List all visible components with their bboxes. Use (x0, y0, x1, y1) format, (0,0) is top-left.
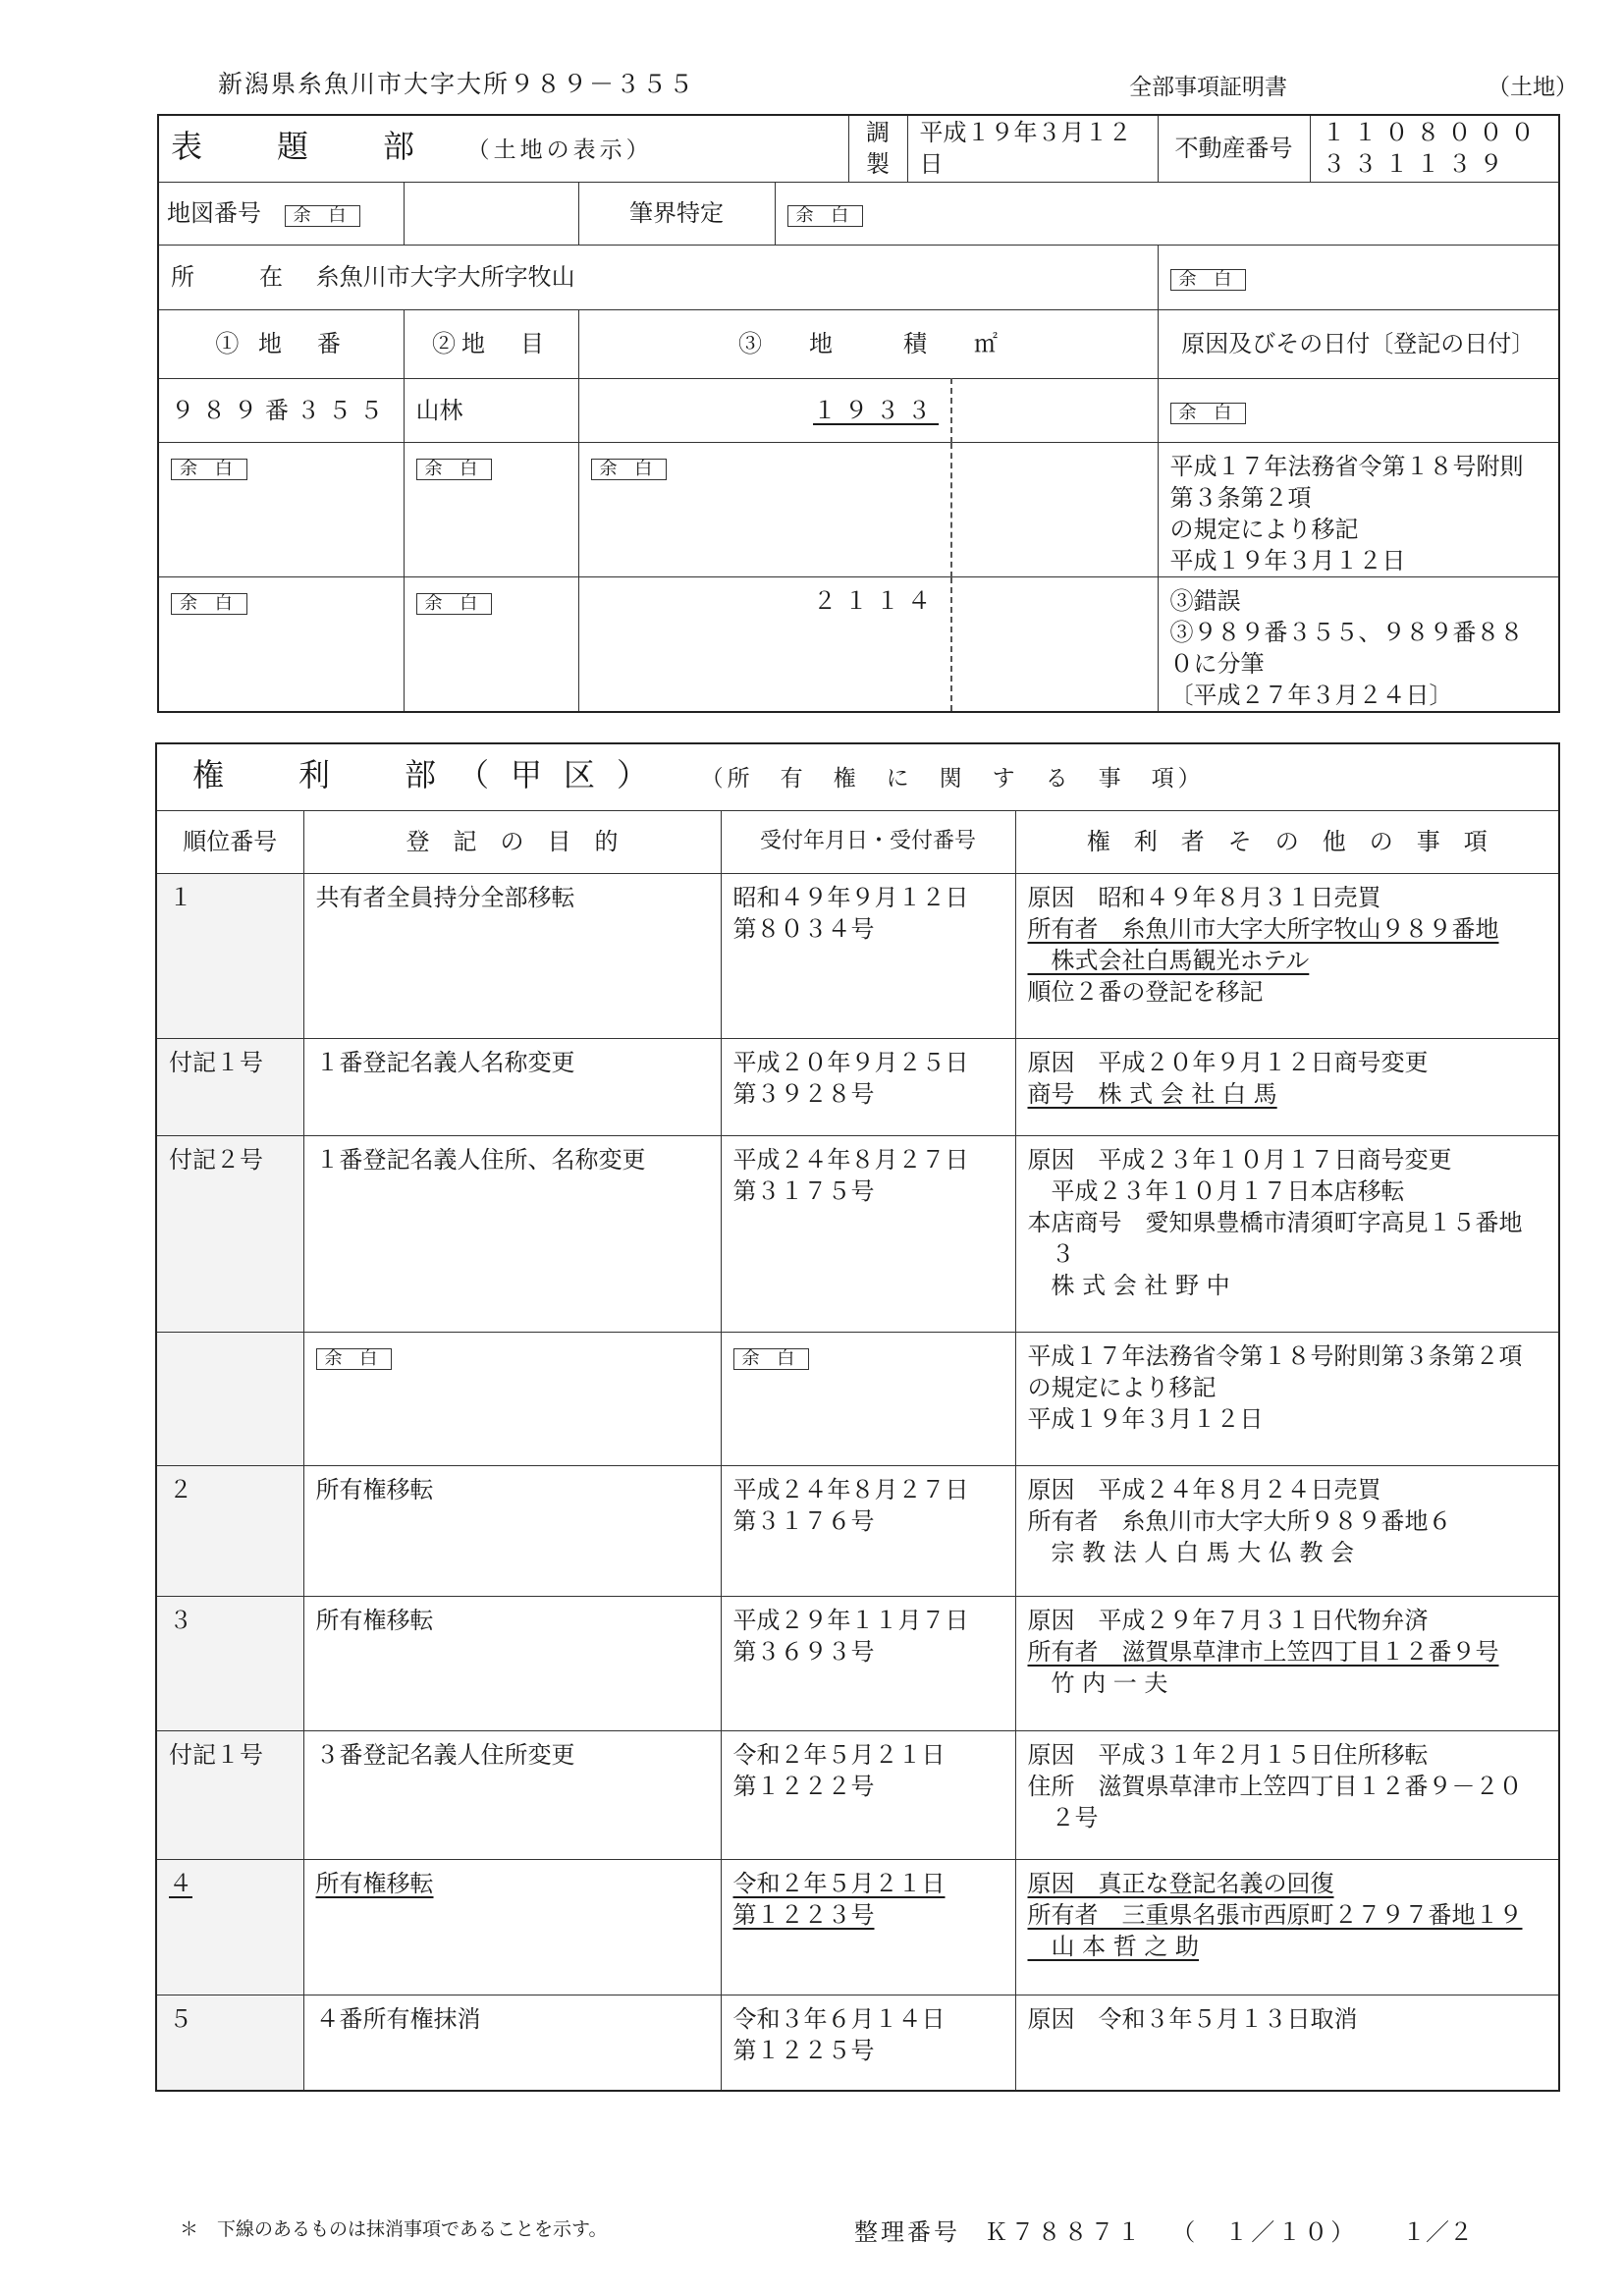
chiseki-cell (578, 378, 951, 442)
details-line: ３ (1027, 1239, 1075, 1268)
chizu-label: 地図番号 (167, 199, 261, 227)
chimoku-cell (404, 576, 578, 712)
reception-cell (721, 1135, 1015, 1332)
cause-line: 平成１９年３月１２日 (1169, 546, 1406, 574)
details-line: 住所 滋賀県草津市上笠四丁目１２番９－２０ (1027, 1772, 1523, 1800)
chiseki-fraction (951, 442, 1158, 576)
chiseki-cell (578, 442, 951, 576)
shozai-note-cell (1158, 245, 1559, 309)
reception-number: 第１２２３号 (732, 1900, 875, 1929)
shozai-label: 所 在 (171, 263, 289, 291)
reception-cell (721, 1596, 1015, 1730)
col-rank: 順位番号 (156, 810, 303, 873)
purpose-cell: １番登記名義人住所、名称変更 (303, 1135, 721, 1332)
reception-date: 令和２年５月２１日 (732, 1740, 946, 1769)
reception-number: 第３６９３号 (732, 1637, 875, 1666)
cause-line: 平成１７年法務省令第１８号附則第３条第２項 (1169, 452, 1524, 512)
reception-date: 平成２９年１１月７日 (732, 1606, 969, 1634)
seiri-label: 整理番号 (854, 2218, 960, 2246)
reception-cell (721, 1038, 1015, 1135)
rank-cell: １ (156, 873, 303, 1038)
details-line: 所有者 糸魚川市大字大所９８９番地６ (1027, 1506, 1452, 1535)
details-line: 平成１７年法務省令第１８号附則第３条第２項 (1027, 1341, 1523, 1370)
footer-note: ＊ 下線のあるものは抹消事項であることを示す。 (180, 2218, 608, 2240)
yohaku-mark: 余 白 (316, 1348, 393, 1370)
yohaku-mark: 余 白 (733, 1348, 810, 1370)
reception-date: 令和３年６月１４日 (732, 2004, 946, 2033)
details-line: 宗 教 法 人 白 馬 大 仏 教 会 (1027, 1538, 1355, 1566)
kenri-title-cell (156, 743, 1559, 810)
chiban-cell (158, 576, 404, 712)
reception-date: 平成２０年９月２５日 (732, 1048, 969, 1076)
rank-cell: ２ (156, 1465, 303, 1596)
kenri-title: 権 利 部（甲区） (192, 756, 671, 794)
cause-cell (1158, 442, 1559, 576)
yohaku-mark: 余 白 (416, 593, 493, 615)
seiri-value: Ｋ７８８７１ (984, 2218, 1144, 2246)
reception-date: 平成２４年８月２７日 (732, 1145, 969, 1174)
col-reception: 受付年月日・受付番号 (721, 810, 1015, 873)
cause-line: ③９８９番３５５、９８９番８８０に分筆 (1169, 618, 1524, 678)
fudosan-label: 不動産番号 (1158, 115, 1310, 182)
document-type: （土地） (1488, 75, 1578, 100)
rank-cell: 付記１号 (156, 1038, 303, 1135)
chosei-date: 平成１９年３月１２日 (907, 115, 1158, 182)
details-cell (1015, 873, 1559, 1038)
purpose-cell: 所有権移転 (303, 1465, 721, 1596)
hyodai-title: 表 題 部 (171, 128, 437, 166)
chizu-blank (404, 182, 578, 245)
reception-number: 第３９２８号 (732, 1079, 875, 1108)
chiban-cell (158, 442, 404, 576)
purpose-value: 所有権移転 (315, 1869, 434, 1897)
hikkai-label: 筆界特定 (578, 182, 775, 245)
details-line: 所有者 滋賀県草津市上笠四丁目１２番９号 (1027, 1637, 1499, 1666)
purpose-cell: 共有者全員持分全部移転 (303, 873, 721, 1038)
chizu-label-cell (158, 182, 404, 245)
details-line: ２号 (1027, 1803, 1099, 1831)
reception-date: 令和２年５月２１日 (732, 1869, 946, 1897)
seiri-number (854, 2213, 1357, 2247)
col-chiseki: ③ 地 積 ㎡ (578, 309, 1158, 378)
details-line: 原因 真正な登記名義の回復 (1027, 1869, 1334, 1897)
details-line: 原因 令和３年５月１３日取消 (1027, 2004, 1358, 2033)
chiseki-fraction (951, 378, 1158, 442)
reception-cell (721, 1332, 1015, 1465)
col-purpose: 登 記 の 目 的 (303, 810, 721, 873)
purpose-cell: １番登記名義人名称変更 (303, 1038, 721, 1135)
hyodai-table (157, 114, 1560, 713)
yohaku-mark: 余 白 (591, 459, 668, 480)
details-line: 本店商号 愛知県豊橋市清須町字高見１５番地 (1027, 1208, 1523, 1236)
document-title: 全部事項証明書 (1129, 75, 1287, 100)
chiseki-fraction (951, 576, 1158, 712)
seiri-pages: （ １／１０） (1171, 2218, 1358, 2246)
chiseki-value: １９３３ (813, 396, 940, 424)
cause-cell (1158, 378, 1559, 442)
rank-cell: 付記２号 (156, 1135, 303, 1332)
chiseki-cell: ２１１４ (578, 576, 951, 712)
col-chiban: ① 地 番 (158, 309, 404, 378)
yohaku-mark: 余 白 (171, 459, 247, 480)
reception-number: 第１２２２号 (732, 1772, 875, 1800)
kenri-table (155, 742, 1560, 2092)
details-line-text: 山 本 哲 之 助 (1027, 1932, 1200, 1960)
shozai-note: 余 白 (1170, 269, 1247, 291)
purpose-cell (303, 1332, 721, 1465)
chiban-cell: ９８９番３５５ (158, 378, 404, 442)
hikkai-value-cell (775, 182, 1559, 245)
details-cell (1015, 1135, 1559, 1332)
page-number: １／２ (1402, 2218, 1473, 2246)
details-cell (1015, 1995, 1559, 2091)
rank-cell: ５ (156, 1995, 303, 2091)
rank-cell: 付記１号 (156, 1730, 303, 1859)
cause-line: 〔平成２７年３月２４日〕 (1169, 681, 1453, 709)
details-line: 原因 平成２４年８月２４日売買 (1027, 1475, 1381, 1503)
details-line: の規定により移記 (1027, 1373, 1217, 1401)
details-line: 原因 平成３１年２月１５日住所移転 (1027, 1740, 1429, 1769)
details-line: 株式会社白馬観光ホテル (1027, 946, 1310, 974)
col-cause: 原因及びその日付〔登記の日付〕 (1158, 309, 1559, 378)
fudosan-number: １１０８０００３３１１３９ (1310, 115, 1559, 182)
details-cell (1015, 1859, 1559, 1995)
hyodai-title-cell (158, 115, 848, 182)
reception-number: 第３１７５号 (732, 1176, 875, 1205)
details-line: 所有者 糸魚川市大字大所字牧山９８９番地 (1027, 914, 1499, 943)
purpose-cell: ４番所有権抹消 (303, 1995, 721, 2091)
details-cell (1015, 1465, 1559, 1596)
reception-date: 平成２４年８月２７日 (732, 1475, 969, 1503)
details-line: 商号 株 式 会 社 白 馬 (1027, 1079, 1277, 1108)
details-line: 株 式 会 社 野 中 (1027, 1271, 1230, 1299)
shozai-cell (158, 245, 1158, 309)
details-line: 原因 昭和４９年８月３１日売買 (1027, 883, 1381, 911)
purpose-cell: ３番登記名義人住所変更 (303, 1730, 721, 1859)
reception-cell (721, 873, 1015, 1038)
details-cell (1015, 1730, 1559, 1859)
cause-cell (1158, 576, 1559, 712)
reception-date: 昭和４９年９月１２日 (732, 883, 969, 911)
property-address: 新潟県糸魚川市大字大所９８９－３５５ (218, 70, 696, 98)
reception-number: 第３１７６号 (732, 1506, 875, 1535)
kenri-subtitle: （所 有 権 に 関 す る 事 項） (700, 766, 1205, 793)
details-cell (1015, 1332, 1559, 1465)
details-cell (1015, 1596, 1559, 1730)
yohaku-mark: 余 白 (171, 593, 247, 615)
details-line: 平成１９年３月１２日 (1027, 1404, 1264, 1433)
cause-line: の規定により移記 (1169, 515, 1359, 543)
chosei-label: 調製 (848, 115, 907, 182)
rank-value: ４ (169, 1869, 192, 1897)
reception-number: 第８０３４号 (732, 914, 875, 943)
shozai-value: 糸魚川市大字大所字牧山 (315, 263, 575, 291)
reception-cell (721, 1995, 1015, 2091)
yohaku-mark: 余 白 (416, 459, 493, 480)
reception-cell (721, 1465, 1015, 1596)
rank-cell (156, 1332, 303, 1465)
rank-cell (156, 1859, 303, 1995)
cause-line: ③錯誤 (1169, 586, 1241, 615)
details-line: 平成２３年１０月１７日本店移転 (1027, 1176, 1405, 1205)
details-line: 原因 平成２０年９月１２日商号変更 (1027, 1048, 1429, 1076)
purpose-cell (303, 1859, 721, 1995)
col-chimoku: ②地 目 (404, 309, 578, 378)
rank-cell: ３ (156, 1596, 303, 1730)
purpose-cell: 所有権移転 (303, 1596, 721, 1730)
cause-yohaku: 余 白 (1170, 403, 1247, 424)
chizu-value: 余 白 (285, 205, 361, 227)
col-details: 権 利 者 そ の 他 の 事 項 (1015, 810, 1559, 873)
details-line: 竹 内 一 夫 (1027, 1668, 1168, 1697)
reception-cell (721, 1859, 1015, 1995)
chimoku-cell: 山林 (404, 378, 578, 442)
details-line: 所有者 三重県名張市西原町２７９７番地１９ (1027, 1900, 1523, 1929)
details-line (1028, 1931, 1547, 1962)
details-line: 原因 平成２９年７月３１日代物弁済 (1027, 1606, 1429, 1634)
details-line: 原因 平成２３年１０月１７日商号変更 (1027, 1145, 1452, 1174)
details-cell (1015, 1038, 1559, 1135)
hyodai-subtitle: （土地の表示） (466, 137, 653, 164)
details-line: 順位２番の登記を移記 (1027, 977, 1264, 1006)
hikkai-value: 余 白 (787, 205, 864, 227)
reception-cell (721, 1730, 1015, 1859)
reception-number: 第１２２５号 (732, 2036, 875, 2064)
chimoku-cell (404, 442, 578, 576)
